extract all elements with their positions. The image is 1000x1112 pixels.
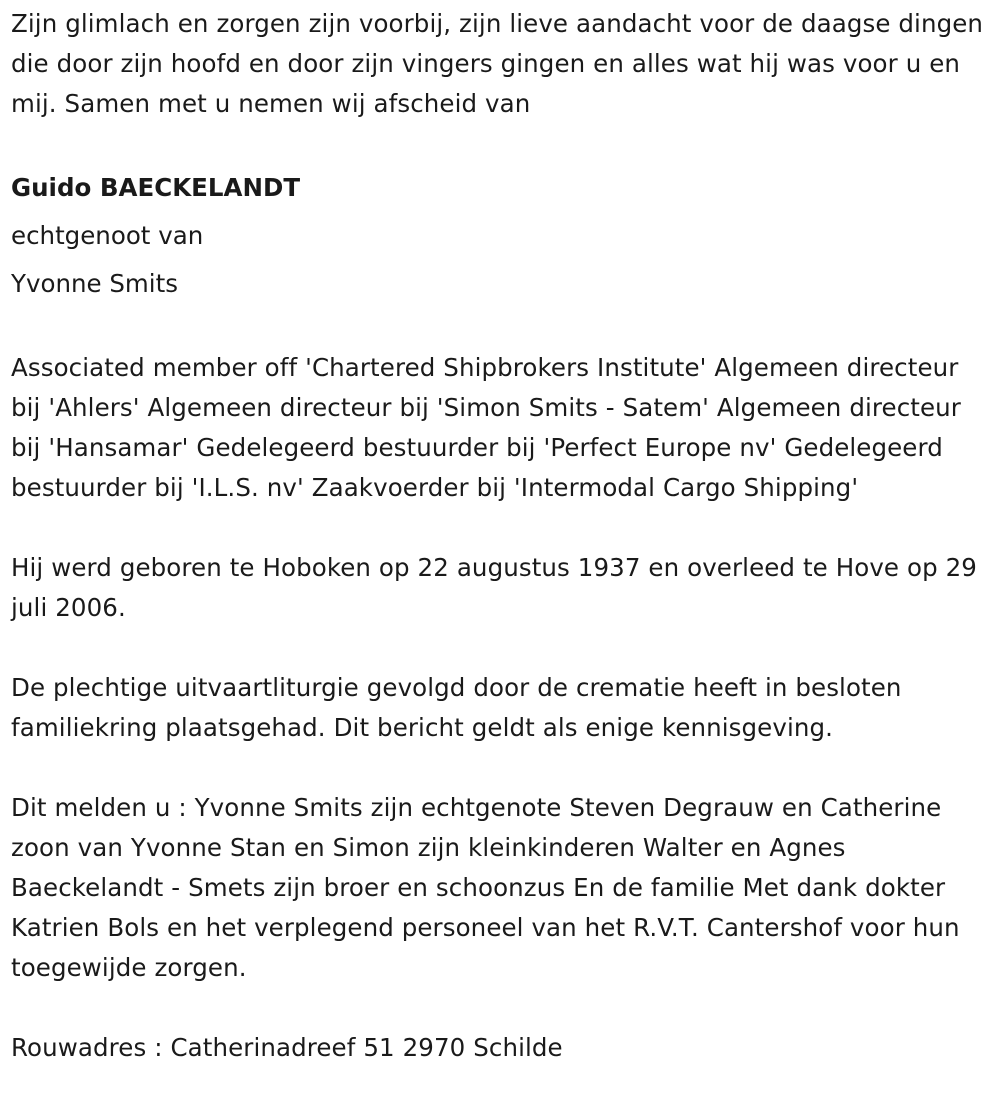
birth-death-paragraph: Hij werd geboren te Hoboken op 22 augustus 1937 en overleed te Hove op 29 juli 2006. xyxy=(11,553,977,622)
funeral-paragraph: De plechtige uitvaartliturgie gevolgd door de crematie heeft in besloten familiekring plaatsgehad. Dit bericht geldt als enige kennisgeving. xyxy=(11,673,902,742)
relation-label: echtgenoot van xyxy=(11,221,204,250)
announced-by-paragraph: Dit melden u : Yvonne Smits zijn echtgenote Steven Degrauw en Catherine zoon van Yvonne Stan en Simon zijn kleinkinderen Walter en Agnes Baeckelandt - Smets zijn broer en schoonzus En de familie Met dank dokter Katrien Bols en het verplegend personeel van het R.V.T. Cantershof voor hun toegewijde zorgen. xyxy=(11,793,960,982)
mourning-address: Rouwadres : Catherinadreef 51 2970 Schilde xyxy=(11,1033,563,1062)
deceased-name: Guido BAECKELANDT xyxy=(11,173,301,202)
obituary-notice xyxy=(11,0,986,1068)
career-paragraph: Associated member off 'Chartered Shipbrokers Institute' Algemeen directeur bij 'Ahlers' Algemeen directeur bij 'Simon Smits - Satem' Algemeen directeur bij 'Hansamar' Gedelegeerd bestuurder bij 'Perfect Europe nv' Gedelegeerd bestuurder bij 'I.L.S. nv' Zaakvoerder bij 'Intermodal Cargo Shipping' xyxy=(11,353,961,502)
spouse-name: Yvonne Smits xyxy=(11,269,178,298)
intro-paragraph: Zijn glimlach en zorgen zijn voorbij, zijn lieve aandacht voor de daagse dingen die door zijn hoofd en door zijn vingers gingen en alles wat hij was voor u en mij. Samen met u nemen wij afscheid van xyxy=(11,9,984,118)
